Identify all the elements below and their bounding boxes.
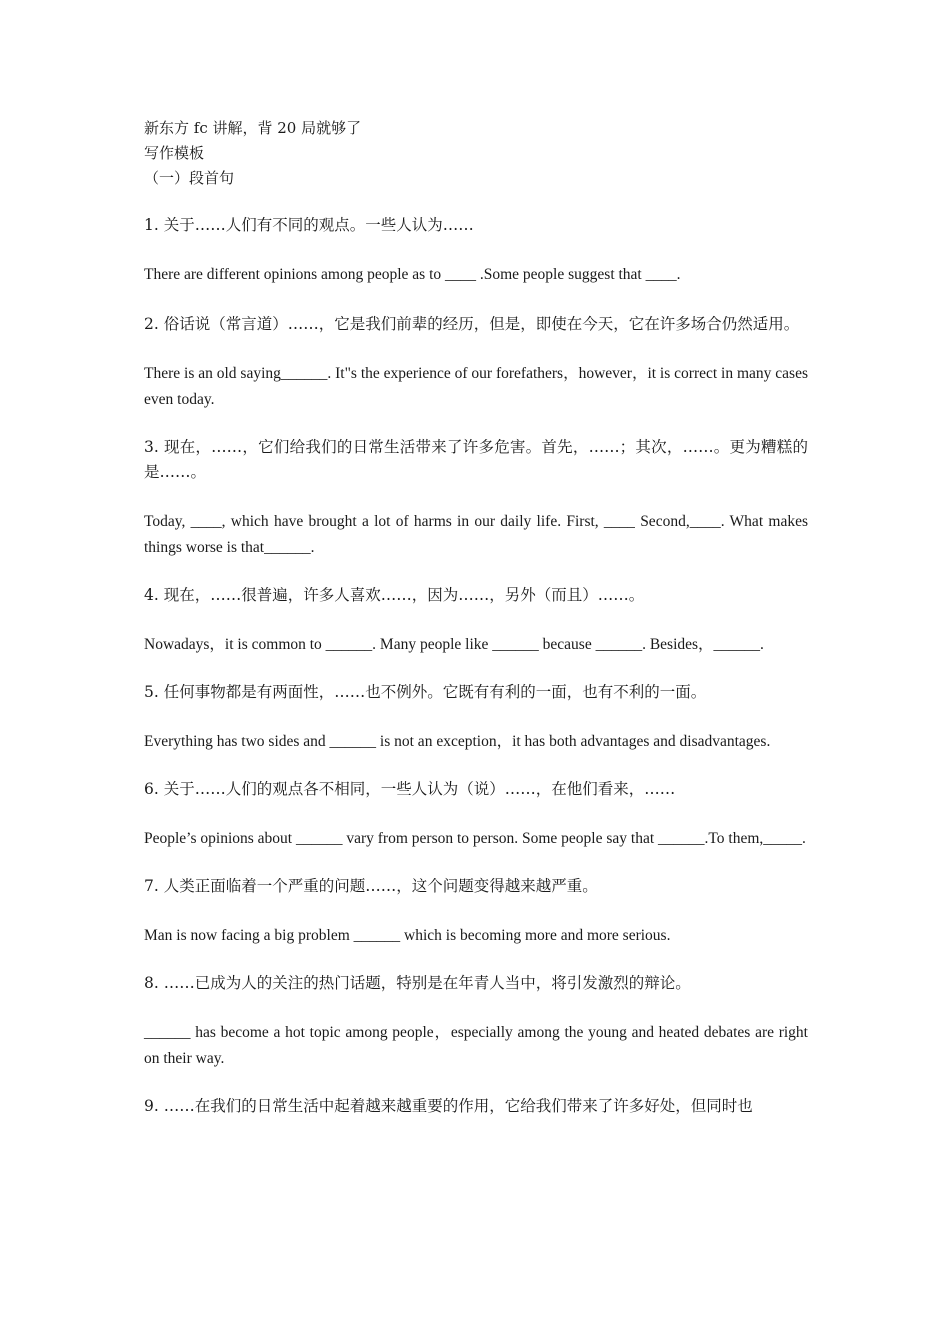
subsection-title: （一）段首句 <box>144 169 235 187</box>
item-9-chinese: 9. ……在我们的日常生活中起着越来越重要的作用，它给我们带来了许多好处，但同时也 <box>144 1097 753 1115</box>
item-7-english: Man is now facing a big problem ______ which is becoming more and more serious. <box>144 927 671 944</box>
item-1-english: There are different opinions among people as to ____ .Some people suggest that ____. <box>144 266 681 283</box>
item-2-chinese: 2. 俗话说（常言道）……，它是我们前辈的经历，但是，即使在今天，它在许多场合仍然适用。 <box>144 315 800 333</box>
doc-title: 新东方 fc 讲解，背 20 局就够了 <box>144 119 362 137</box>
item-4-chinese: 4. 现在，……很普遍，许多人喜欢……，因为……，另外（而且）……。 <box>144 586 645 604</box>
item-6-chinese: 6. 关于……人们的观点各不相同，一些人认为（说）……，在他们看来，…… <box>144 780 676 798</box>
item-7-chinese: 7. 人类正面临着一个严重的问题……，这个问题变得越来越严重。 <box>144 877 598 895</box>
item-6-english: People’s opinions about ______ vary from person to person. Some people say that ______.To them,_____. <box>144 830 806 847</box>
item-8-english: ______ has become a hot topic among people，especially among the young and heated debates are right on their way. <box>144 1024 808 1067</box>
item-5-english: Everything has two sides and ______ is not an exception，it has both advantages and disadvantages. <box>144 733 771 750</box>
section-title: 写作模板 <box>144 144 205 162</box>
item-1-chinese: 1. 关于……人们有不同的观点。一些人认为…… <box>144 216 474 234</box>
item-8-chinese: 8. ……已成为人的关注的热门话题，特别是在年青人当中，将引发激烈的辩论。 <box>144 974 691 992</box>
item-4-english: Nowadays，it is common to ______. Many people like ______ because ______. Besides，______. <box>144 636 764 653</box>
item-3-chinese: 3. 现在，……，它们给我们的日常生活带来了许多危害。首先，……；其次，……。更为糟糕的是……。 <box>144 438 808 481</box>
item-5-chinese: 5. 任何事物都是有两面性，……也不例外。它既有有利的一面，也有不利的一面。 <box>144 683 707 701</box>
document-page <box>144 116 808 1119</box>
item-2-english: There is an old saying______. It"s the experience of our forefathers，however，it is correct in many cases even today. <box>144 365 808 408</box>
item-3-english: Today, ____, which have brought a lot of harms in our daily life. First, ____ Second,____. What makes things worse is that______. <box>144 513 808 556</box>
